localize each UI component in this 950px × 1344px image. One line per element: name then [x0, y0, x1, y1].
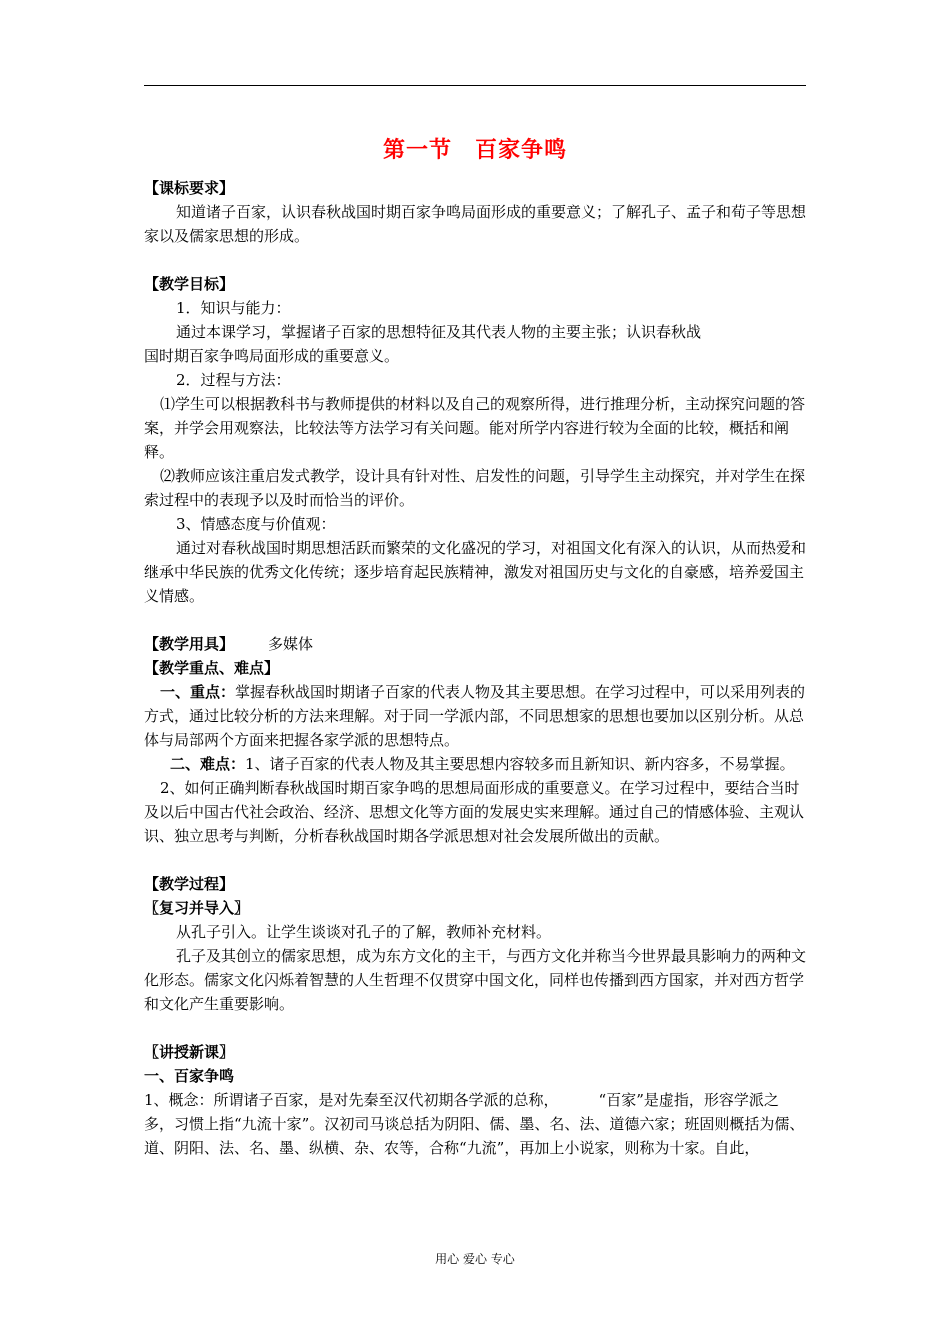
- concept-paragraph: [144, 1088, 808, 1160]
- concept-text-a: 1、概念：所谓诸子百家，是对先秦至汉代初期各学派的总称，: [144, 1091, 559, 1109]
- goal-1-label: 1．知识与能力：: [176, 299, 291, 317]
- heading-curriculum-standards: 【课标要求】: [144, 179, 235, 197]
- goal-1-text-b: 国时期百家争鸣局面形成的重要意义。: [144, 347, 400, 365]
- goal-2-paragraph-2: ⑵教师应该注重启发式教学，设计具有针对性、启发性的问题，引导学生主动探究，并对学生在探索过程中的表现予以及时而恰当的评价。: [144, 467, 806, 509]
- review-paragraph-2: 孔子及其创立的儒家思想，成为东方文化的主干，与西方文化并称当今世界最具影响力的两种文化形态。儒家文化闪烁着智慧的人生哲理不仅贯穿中国文化，同样也传播到西方国家，并对西方哲学和文化产生重要影响。: [144, 947, 807, 1013]
- teaching-tools-value: 多媒体: [268, 635, 314, 653]
- document-body: [144, 176, 808, 1160]
- heading-new-lesson: 〖讲授新课〗: [144, 1043, 235, 1061]
- heading-review-intro: 〖复习并导入〗: [144, 899, 250, 917]
- difficult-point-paragraph: [144, 752, 808, 776]
- goal-3-label: 3、情感态度与价值观：: [176, 515, 336, 533]
- heading-hundred-schools: 一、百家争鸣: [144, 1067, 235, 1085]
- goal-1-text-a: 通过本课学习，掌握诸子百家的思想特征及其代表人物的主要主张；认识春秋战: [176, 323, 702, 341]
- heading-key-difficult-points: 【教学重点、难点】: [144, 659, 280, 677]
- key-point-paragraph: [144, 680, 808, 752]
- goal-2-label: 2．过程与方法：: [176, 371, 291, 389]
- heading-teaching-tools: 【教学用具】: [144, 635, 235, 653]
- key-point-label: 一、重点：: [160, 683, 236, 701]
- heading-teaching-goals: 【教学目标】: [144, 275, 235, 293]
- review-paragraph-1: 从孔子引入。让学生谈谈对孔子的了解，教师补充材料。: [176, 923, 552, 941]
- curriculum-standards-text: 知道诸子百家，认识春秋战国时期百家争鸣局面形成的重要意义；了解孔子、孟子和荀子等思想家以及儒家思想的形成。: [144, 203, 807, 245]
- header-rule: [144, 85, 806, 86]
- key-point-text: 掌握春秋战国时期诸子百家的代表人物及其主要思想。在学习过程中，可以采用列表的方式，通过比较分析的方法来理解。对于同一学派内部，不同思想家的思想也要加以区别分析。从总体与局部两个方面来把握各家学派的思想特点。: [144, 683, 806, 749]
- page-footer: 用心 爱心 专心: [435, 1252, 515, 1266]
- difficult-point-text-2: 2、如何正确判断春秋战国时期百家争鸣的思想局面形成的重要意义。在学习过程中，要结合当时及以后中国古代社会政治、经济、思想文化等方面的发展史实来理解。通过自己的情感体验、主观认识、独立思考与判断，分析春秋战国时期各学派思想对社会发展所做出的贡献。: [144, 779, 805, 845]
- teaching-tools-row: [144, 632, 808, 656]
- goal-3-text: 通过对春秋战国时期思想活跃而繁荣的文化盛况的学习，对祖国文化有深入的认识，从而热爱和继承中华民族的优秀文化传统；逐步培育起民族精神，激发对祖国历史与文化的自豪感，培养爱国主义情感。: [144, 539, 807, 605]
- difficult-point-label: 二、难点：: [170, 755, 246, 773]
- difficult-point-text-1: 1、诸子百家的代表人物及其主要思想内容较多而且新知识、新内容多，不易掌握。: [245, 755, 795, 773]
- concept-text-b: “百家”是虚指，形容学派之多，习惯上指“九流十家”。汉初司马谈总括为阴阳、儒、墨、名、法、道德六家；班固则概括为儒、道、阴阳、法、名、墨、纵横、杂、农等，合称“九流”，再加上小说家，则称为十家。自此，: [144, 1091, 805, 1157]
- goal-2-paragraph-1: ⑴学生可以根据教科书与教师提供的材料以及自己的观察所得，进行推理分析，主动探究问题的答案，并学会用观察法，比较法等方法学习有关问题。能对所学内容进行较为全面的比较，概括和阐释。: [144, 395, 806, 461]
- page-title: 第一节 百家争鸣: [382, 138, 567, 163]
- heading-teaching-process: 【教学过程】: [144, 875, 235, 893]
